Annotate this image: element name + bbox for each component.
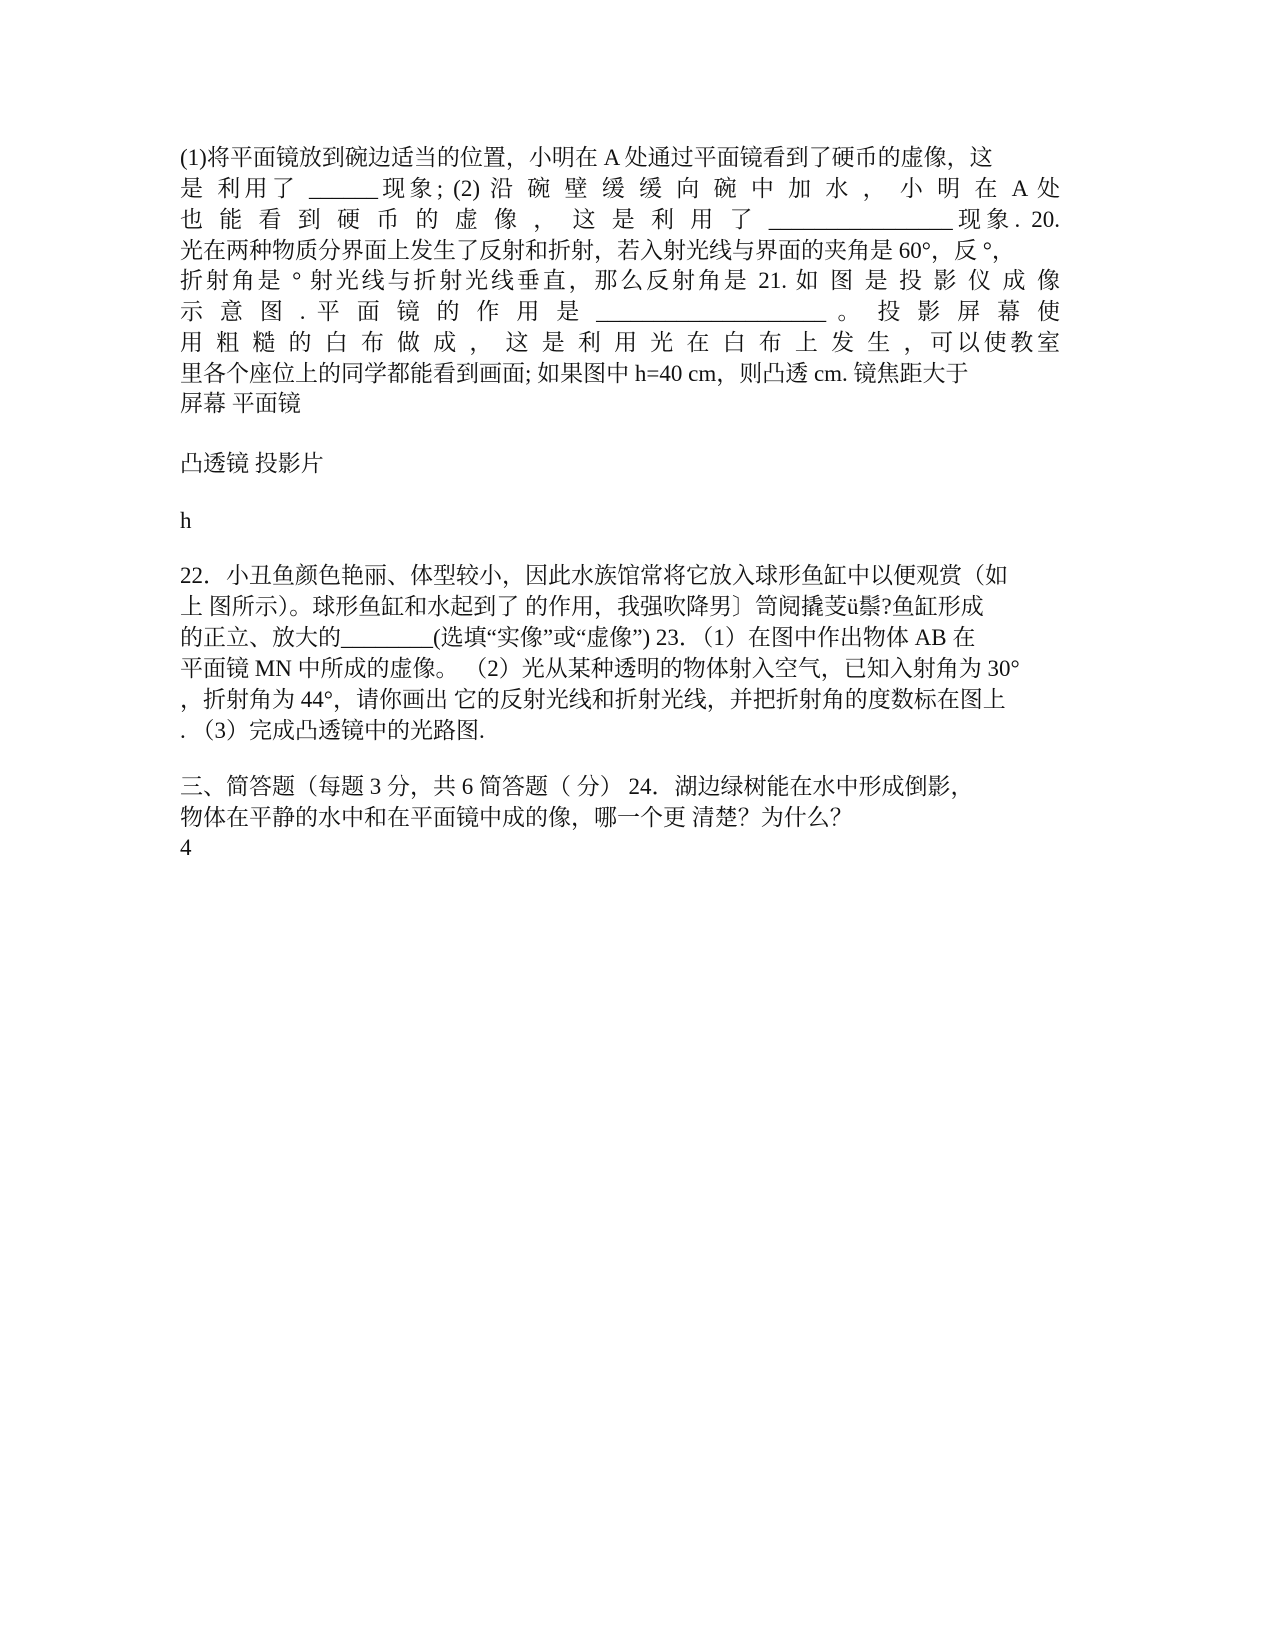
text-line: 里各个座位上的同学都能看到画面; 如果图中 h=40 cm，则凸透 cm. 镜焦距大于 bbox=[180, 361, 969, 386]
text-line: 物体在平静的水中和在平面镜中成的像，哪一个更 清楚？为什么？ bbox=[180, 805, 853, 830]
figure-label-h: h bbox=[180, 508, 192, 533]
text-line: 的正立、放大的________(选填“实像”或“虚像”) 23．（1）在图中作出物体 AB 在 bbox=[180, 625, 976, 650]
text-line: 22．小丑鱼颜色艳丽、体型较小，因此水族馆常将它放入球形鱼缸中以便观赏（如 bbox=[180, 563, 1008, 588]
text-line: 也 能 看 到 硬 币 的 虚 像 ， 这 是 利 用 了 ________________现象. 20. bbox=[180, 207, 1060, 232]
text-line: 屏幕 平面镜 bbox=[180, 391, 301, 416]
text-line: (1)将平面镜放到碗边适当的位置，小明在 A 处通过平面镜看到了硬币的虚像，这 bbox=[180, 145, 993, 170]
text-line: 上 图所示）。球形鱼缸和水起到了 的作用，我强吹降男〕笥阋撬芰ü鬃?鱼缸形成 bbox=[180, 594, 984, 619]
figure-label-lens-slide: 凸透镜 投影片 bbox=[180, 451, 324, 476]
text-line: 用 粗 糙 的 白 布 做 成 ， 这 是 利 用 光 在 白 布 上 发 生 ，可以使教室 bbox=[180, 330, 1060, 355]
text-line: ，折射角为 44°，请你画出 它的反射光线和折射光线，并把折射角的度数标在图上 bbox=[180, 687, 1006, 712]
page-number: 4 bbox=[180, 835, 192, 860]
text-line: 平面镜 MN 中所成的虚像。 （2）光从某种透明的物体射入空气，已知入射角为 30° bbox=[180, 656, 1020, 681]
text-line: 是 利用了 ______现象; (2) 沿 碗 壁 缓 缓 向 碗 中 加 水 ， 小 明 在 A 处 bbox=[180, 176, 1060, 201]
text-line: 三、简答题（每题 3 分，共 6 简答题（ 分） 24．湖边绿树能在水中形成倒影， bbox=[180, 774, 974, 799]
text-line: 示 意 图 . 平 面 镜 的 作 用 是 ____________________ 。 投 影 屏 幕 使 bbox=[180, 299, 1060, 324]
text-line: 光在两种物质分界面上发生了反射和折射，若入射光线与界面的夹角是 60°，反 °， bbox=[180, 238, 1015, 263]
text-line: . （3）完成凸透镜中的光路图. bbox=[180, 718, 485, 743]
text-line: 折射角是 ° 射光线与折射光线垂直，那么反射角是 21. 如 图 是 投 影 仪 成 像 bbox=[180, 268, 1060, 293]
